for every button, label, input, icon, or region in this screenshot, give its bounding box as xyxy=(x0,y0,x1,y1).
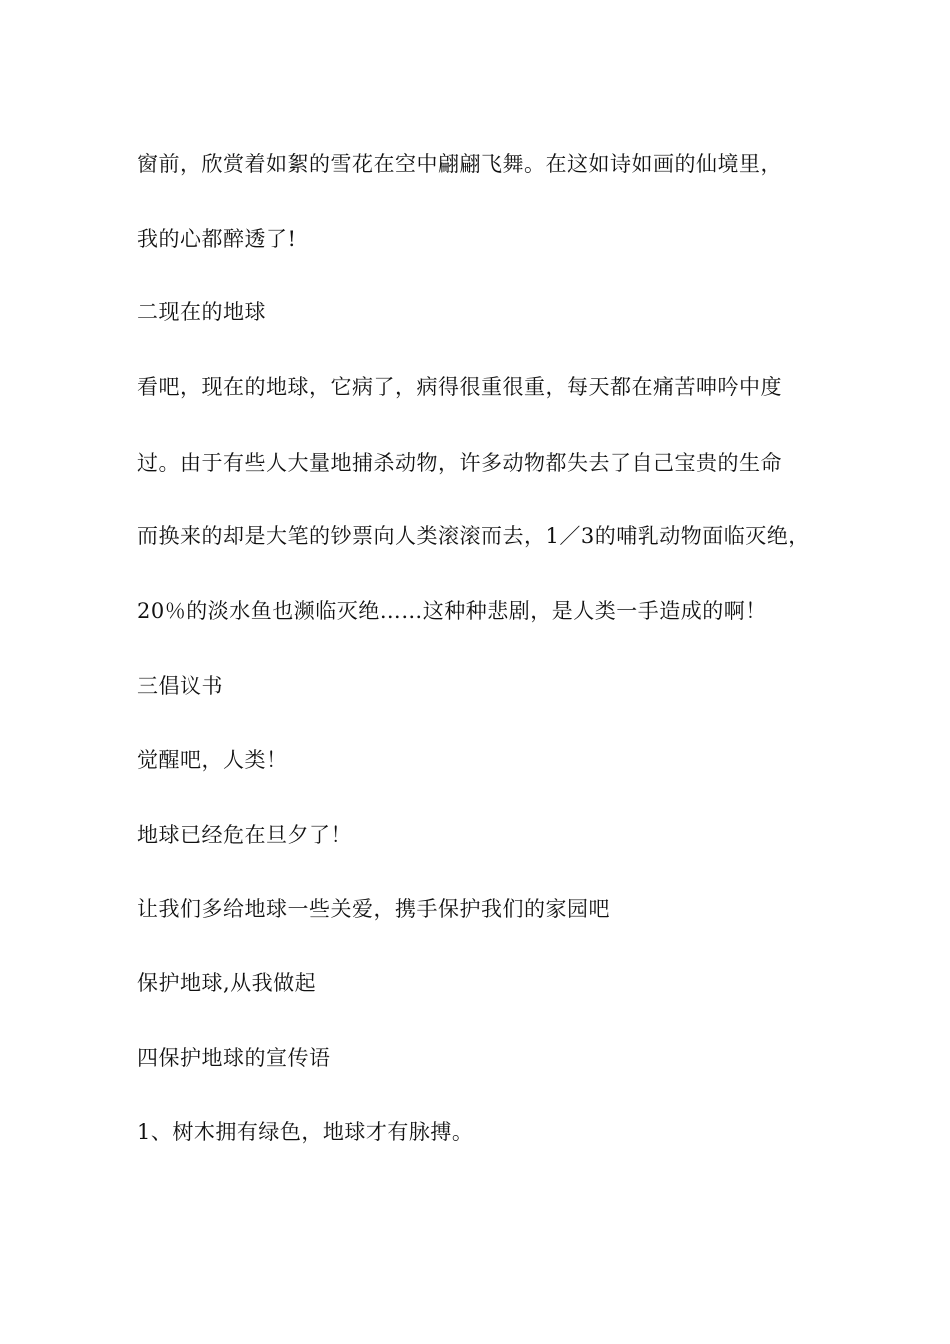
section-heading: 四保护地球的宣传语 xyxy=(137,1046,331,1070)
paragraph-line: 而换来的却是大笔的钞票向人类滚滚而去，1／3的哺乳动物面临灭绝， xyxy=(137,524,810,548)
section-heading: 三倡议书 xyxy=(137,674,223,698)
section-heading: 二现在的地球 xyxy=(137,300,266,324)
paragraph-line: 觉醒吧，人类！ xyxy=(137,748,288,772)
paragraph-line: 窗前，欣赏着如絮的雪花在空中翩翩飞舞。在这如诗如画的仙境里， xyxy=(137,152,782,176)
paragraph-line: 保护地球,从我做起 xyxy=(137,971,317,995)
paragraph-line: 我的心都醉透了! xyxy=(137,227,297,251)
paragraph-line: 让我们多给地球一些关爱，携手保护我们的家园吧 xyxy=(137,897,610,921)
paragraph-line: 过。由于有些人大量地捕杀动物，许多动物都失去了自己宝贵的生命 xyxy=(137,451,782,475)
paragraph-line: 看吧，现在的地球，它病了，病得很重很重，每天都在痛苦呻吟中度 xyxy=(137,375,782,399)
paragraph-line: 地球已经危在旦夕了！ xyxy=(137,823,352,847)
paragraph-line: 20％的淡水鱼也濒临灭绝……这种种悲剧，是人类一手造成的啊！ xyxy=(137,599,767,623)
list-item: 1、树木拥有绿色，地球才有脉搏。 xyxy=(137,1120,474,1144)
